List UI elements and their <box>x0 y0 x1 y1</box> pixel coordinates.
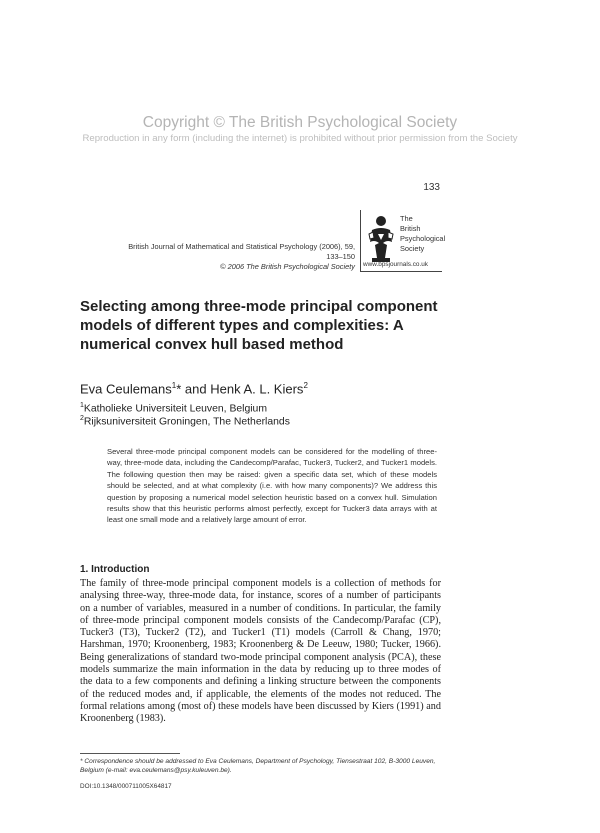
doi: DOI:10.1348/000711005X64817 <box>80 783 172 790</box>
society-logo-icon <box>366 212 396 264</box>
section-heading: 1. Introduction <box>80 564 150 575</box>
society-line: The <box>400 214 413 223</box>
author-separator: and <box>181 381 211 397</box>
affiliation-text: Katholieke Universiteit Leuven, Belgium <box>83 403 267 415</box>
affiliation <box>80 415 290 427</box>
journal-copyright: © 2006 The British Psychological Society <box>220 262 355 271</box>
journal-website: www.bpsjournals.co.uk <box>363 261 429 268</box>
copyright-watermark: Copyright © The British Psychological Society <box>142 114 458 131</box>
affiliation-text: Rijksuniversiteit Groningen, The Netherlands <box>83 416 290 428</box>
author-name: Henk A. L. Kiers <box>210 381 304 397</box>
journal-line: British Journal of Mathematical and Statistical Psychology (2006), 59, 133–150 <box>128 242 355 261</box>
affiliation <box>80 402 267 414</box>
page-number: 133 <box>423 182 440 193</box>
affiliation-marker: 1 <box>80 402 84 409</box>
article-title: Selecting among three-mode principal component models of different types and complexities: A numerical convex hull based method <box>80 298 438 353</box>
footnote-rule <box>80 753 180 754</box>
abstract: Several three-mode principal component models can be considered for the modelling of three-way, three-mode data, including the Candecomp/Parafac, Tucker3, Tucker2, and Tucker1 models. The following question then may be raised: given a specific data set, which of these models should be selected, and at what complexity (i.e. with how many components)? We address this question by proposing a numerical model selection heuristic based on a convex hull. Simulation results show that this heuristic performs almost perfectly, except for Tucker3 data arrays with at least one small mode and a relatively large amount of error. <box>107 447 437 525</box>
introduction-paragraph: The family of three-mode principal component models is a collection of methods for analysing three-way, three-mode data, for instance, scores of a number of participants on a number of variables, measured in a number of conditions. In particular, the family of three-mode principal component models consists of the Candecomp/Parafac (CP), Tucker3 (T3), Tucker2 (T2), and Tucker1 (T1) models (Carroll & Chang, 1970; Harshman, 1970; Kroonenberg, 1983; Kroonenberg & De Leeuw, 1980; Tucker, 1966). Being generalizations of standard two-mode principal component analysis (PCA), these models summarize the main information in the data by reducing up to three modes of the data to a few components and defining a linking structure between the components of the reduced modes and, if applicable, the elements of the modes not reduced. The formal relations among (most of) these models have been discussed by Kiers (1991) and Kroonenberg (1983). <box>80 578 441 725</box>
society-line: Society <box>400 244 425 253</box>
author-list <box>80 381 308 396</box>
reproduction-watermark: Reproduction in any form (including the internet) is prohibited without prior permission from the Society <box>82 133 518 144</box>
society-line: British <box>400 224 421 233</box>
corresponding-marker: * <box>176 381 182 397</box>
society-name <box>400 214 445 254</box>
journal-citation <box>120 242 355 272</box>
header-horizontal-rule <box>360 271 442 272</box>
affiliation-marker: 2 <box>80 415 84 422</box>
society-line: Psychological <box>400 234 446 243</box>
author-name: Eva Ceulemans <box>80 381 172 397</box>
header-vertical-rule <box>360 210 361 272</box>
affiliation-marker: 2 <box>303 381 308 390</box>
correspondence-footnote: * Correspondence should be addressed to Eva Ceulemans, Department of Psychology, Tiensestraat 102, B-3000 Leuven, Belgium (e-mail: eva.ceulemans@psy.kuleuven.be). <box>80 758 436 775</box>
affiliation-marker: 1 <box>171 381 177 390</box>
